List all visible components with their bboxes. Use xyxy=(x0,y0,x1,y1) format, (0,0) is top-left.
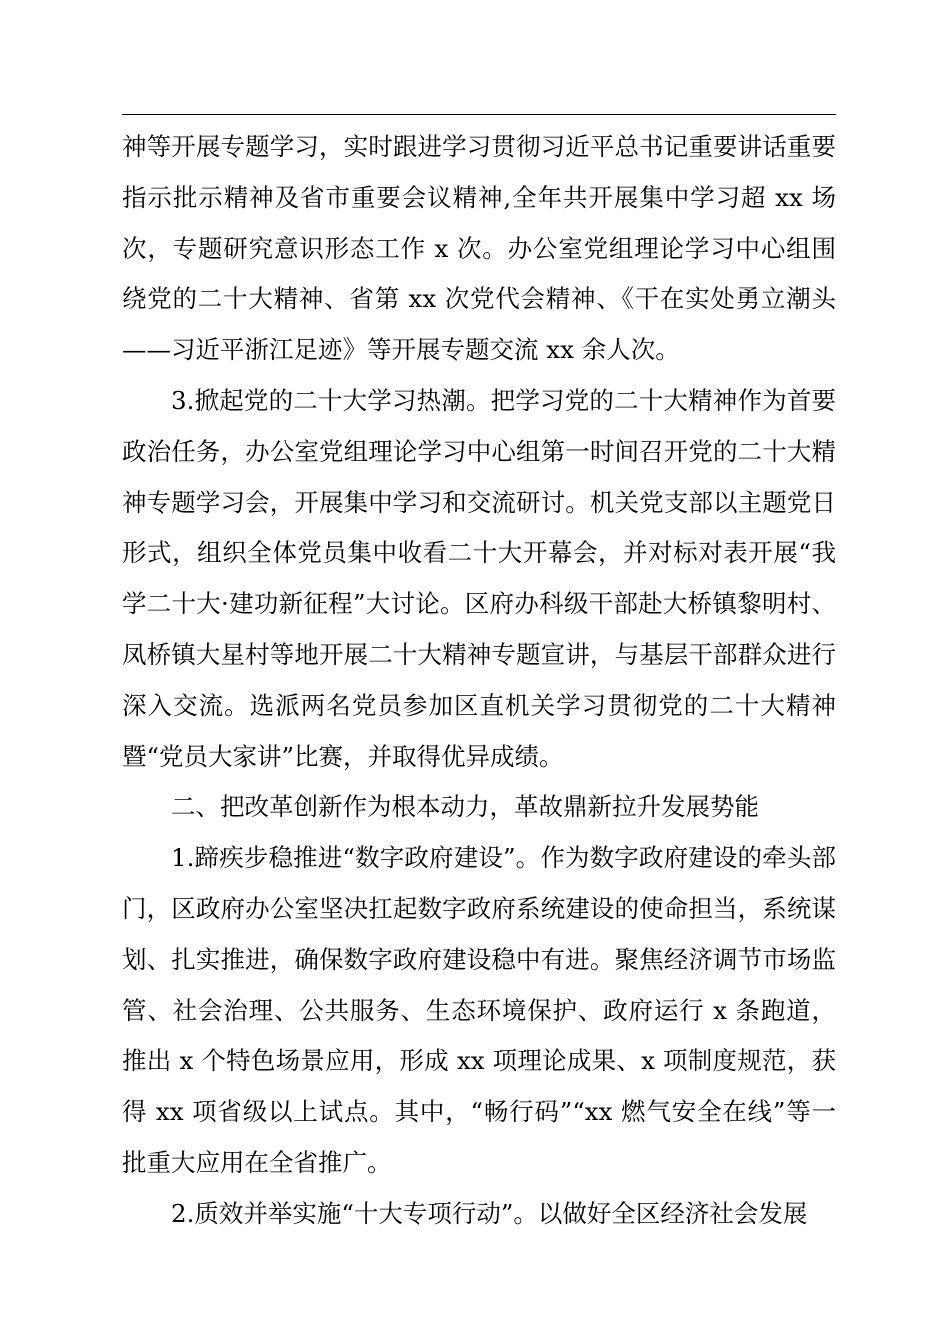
paragraph-twentieth-congress-study: 3.掀起党的二十大学习热潮。把学习党的二十大精神作为首要政治任务，办公室党组理论学习中心组第一时间召开党的二十大精神专题学习会，开展集中学习和交流研讨。机关党支部以主题党日形式，组织全体党员集中收看二十大开幕会，并对标对表开展“我学二十大·建功新征程”大讨论。区府办科级干部赴大桥镇黎明村、凤桥镇大星村等地开展二十大精神专题宣讲，与基层干部群众进行深入交流。选派两名党员参加区直机关学习贯彻党的二十大精神暨“党员大家讲”比赛，并取得优异成绩。 xyxy=(122,385,836,771)
paragraph-ten-special-actions: 2.质效并举实施“十大专项行动”。以做好全区经济社会发展 xyxy=(171,1198,808,1228)
paragraph-study-continuation: 神等开展专题学习，实时跟进学习贯彻习近平总书记重要讲话重要指示批示精神及省市重要会议精神,全年共开展集中学习超 xx 场次，专题研究意识形态工作 x 次。办公室党组理论学习中心组围绕党的二十大精神、省第 xx 次党代会精神、《干在实处勇立潮头——习近平浙江足迹》等开展专题交流 xx 余人次。 xyxy=(122,132,836,365)
paragraph-digital-government: 1.蹄疾步稳推进“数字政府建设”。作为数字政府建设的牵头部门，区政府办公室坚决扛起数字政府系统建设的使命担当，系统谋划、扎实推进，确保数字政府建设稳中有进。聚焦经济调节市场监管、社会治理、公共服务、生态环境保护、政府运行 x 条跑道，推出 x 个特色场景应用，形成 xx 项理论成果、x 项制度规范，获得 xx 项省级以上试点。其中，“畅行码”“xx 燃气安全在线”等一批重大应用在全省推广。 xyxy=(122,843,836,1177)
header-rule xyxy=(122,114,836,115)
document-body xyxy=(122,122,836,1240)
section-heading-reform-innovation: 二、把改革创新作为根本动力，革故鼎新拉升发展势能 xyxy=(171,792,759,822)
